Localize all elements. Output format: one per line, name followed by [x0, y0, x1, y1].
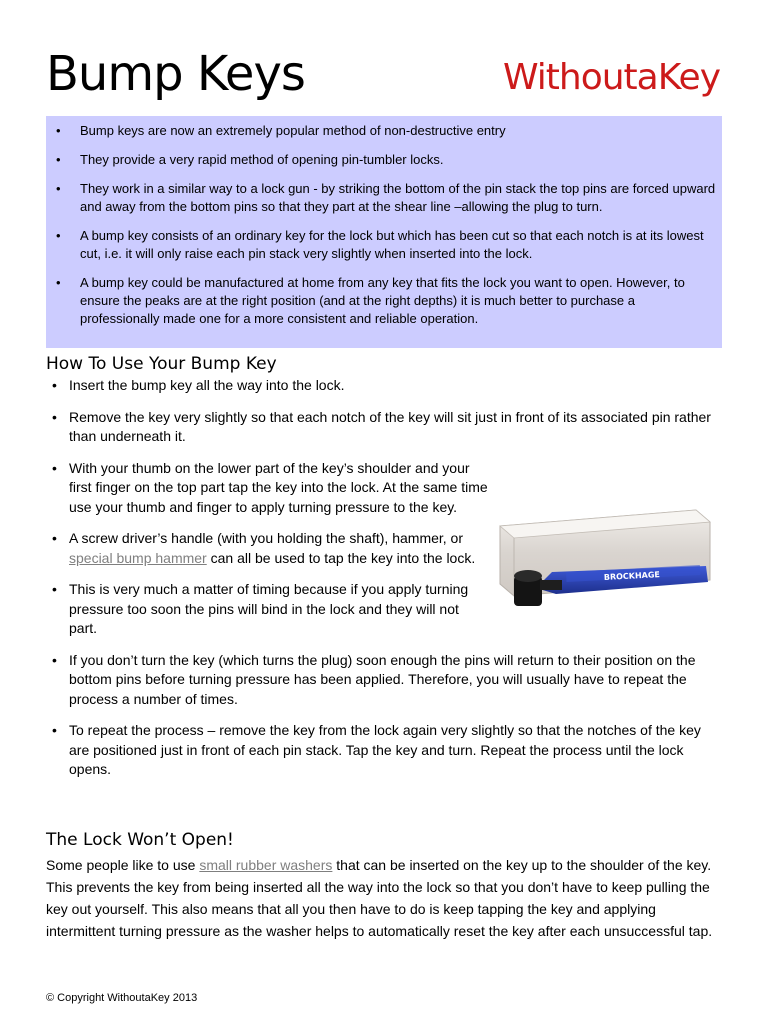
intro-list	[68, 122, 718, 328]
intro-item: • A bump key consists of an ordinary key for the lock but which has been cut so that each notch is at its lowest cut, i.e. it will only raise each pin stack very slightly when inserted into the lock.	[68, 227, 718, 263]
how-to-heading: How To Use Your Bump Key	[46, 354, 277, 374]
paragraph-text: that can be inserted on the key up to the shoulder of the key. This prevents the key from being inserted all the way into the lock so that you don’t have to keep pulling the key out yourself. This also means that all you then have to do is keep tapping the key and applying intermittent turning pressure as the washer helps to automatically reset the key after each unsuccessful tap.	[46, 857, 713, 939]
paragraph-text: Some people like to use	[46, 857, 200, 873]
step-item: • This is very much a matter of timing because if you apply turning pressure too soon the pins will bind in the lock and they will not part.	[46, 580, 489, 639]
step-item: • With your thumb on the lower part of the key’s shoulder and your first finger on the top part tap the key into the lock. At the same time use your thumb and finger to apply turning pressure to the key.	[46, 459, 489, 518]
special-bump-hammer-link[interactable]: special bump hammer	[69, 549, 207, 566]
small-rubber-washers-link[interactable]: small rubber washers	[199, 857, 333, 873]
step-item: • To repeat the process – remove the key from the lock again very slightly so that the notches of the key are positioned just in front of each pin stack. Tap the key and turn. Repeat the process until the lock opens.	[46, 721, 722, 780]
bump-hammer-product-image	[496, 506, 722, 622]
step-text: A screw driver’s handle (with you holding the shaft), hammer, or	[69, 530, 464, 546]
wont-open-paragraph	[46, 854, 722, 942]
step-item	[46, 529, 489, 568]
intro-item: • They provide a very rapid method of opening pin-tumbler locks.	[68, 151, 718, 169]
step-item: • If you don’t turn the key (which turns the plug) soon enough the pins will return to their position on the bottom pins before turning pressure has been applied. Therefore, you will usually have to repeat the process a number of times.	[46, 651, 722, 710]
page-title: Bump Keys	[46, 46, 305, 102]
brand-logo-text: WithoutaKey	[502, 57, 720, 98]
step-item: • Insert the bump key all the way into the lock.	[46, 376, 722, 396]
intro-box	[46, 116, 722, 348]
intro-item: • Bump keys are now an extremely popular method of non-destructive entry	[68, 122, 718, 140]
product-label: BROCKHAGE	[603, 570, 661, 582]
copyright-footer: © Copyright WithoutaKey 2013	[46, 992, 198, 1004]
step-text: can all be used to tap the key into the lock.	[206, 549, 476, 566]
wont-open-heading: The Lock Won’t Open!	[46, 830, 234, 850]
intro-item: • They work in a similar way to a lock gun - by striking the bottom of the pin stack the top pins are forced upward and away from the bottom pins so that they part at the shear line –allowing the plug to turn.	[68, 180, 718, 216]
step-item: • Remove the key very slightly so that each notch of the key will sit just in front of its associated pin rather than underneath it.	[46, 408, 722, 447]
intro-item: • A bump key could be manufactured at home from any key that fits the lock you want to open. However, to ensure the peaks are at the right position (and at the right depths) it is much better to purchase a professionally made one for a more consistent and reliable operation.	[68, 274, 718, 328]
